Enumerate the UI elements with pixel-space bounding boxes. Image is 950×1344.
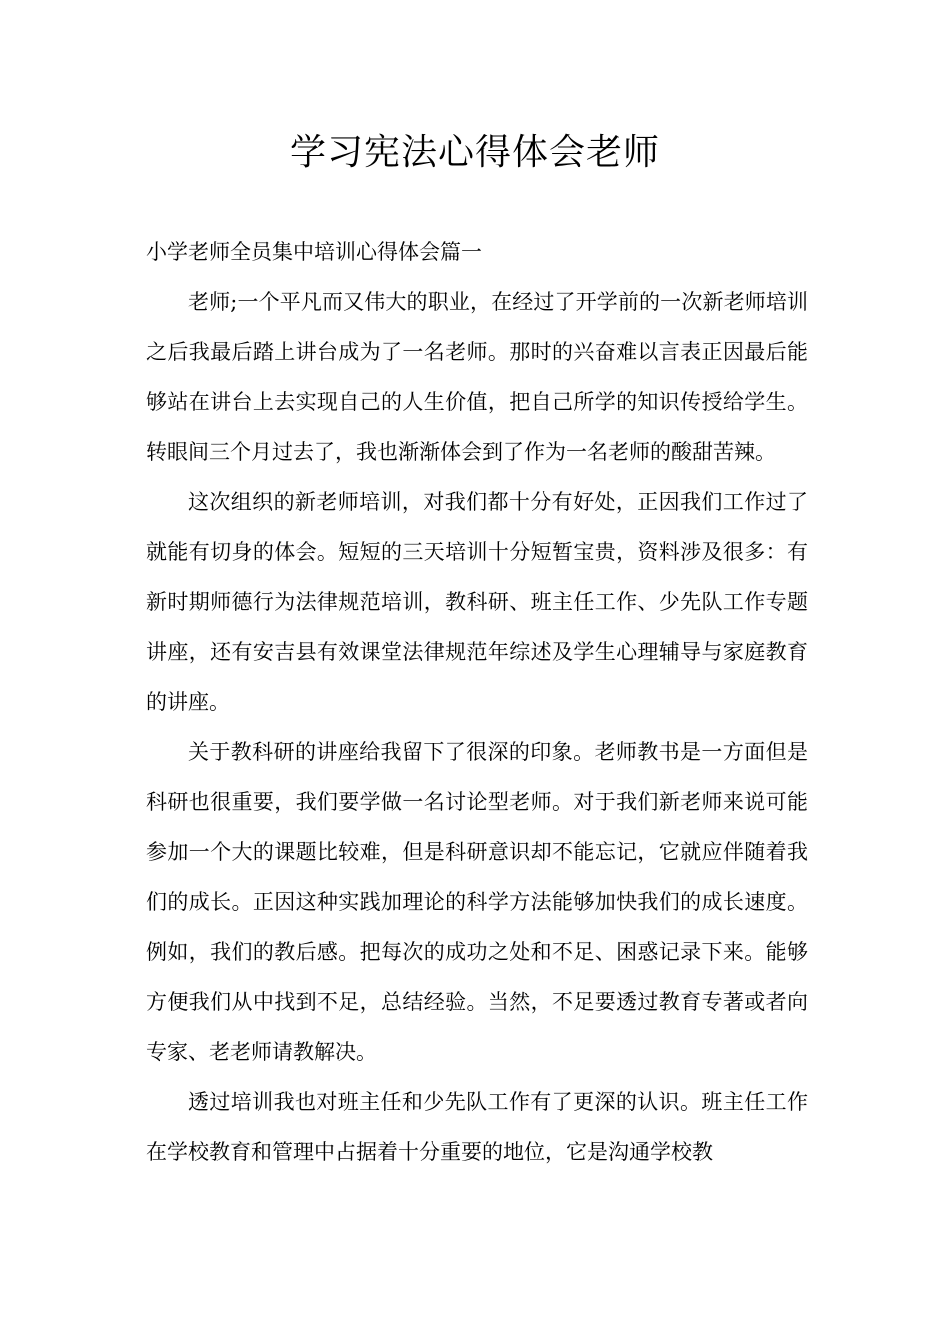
paragraph: 透过培训我也对班主任和少先队工作有了更深的认识。班主任工作在学校教育和管理中占据着十分重要的地位，它是沟通学校教 [146, 1090, 808, 1164]
paragraph: 关于教科研的讲座给我留下了很深的印象。老师教书是一方面但是科研也很重要，我们要学做一名讨论型老师。对于我们新老师来说可能参加一个大的课题比较难，但是科研意识却不能忘记，它就应伴随着我们的成长。正因这种实践加理论的科学方法能够加快我们的成长速度。例如，我们的教后感。把每次的成功之处和不足、困惑记录下来。能够方便我们从中找到不足，总结经验。当然，不足要透过教育专著或者向专家、老老师请教解决。 [146, 740, 808, 1064]
section-heading: 小学老师全员集中培训心得体会篇一 [146, 240, 482, 264]
paragraph: 老师;一个平凡而又伟大的职业，在经过了开学前的一次新老师培训之后我最后踏上讲台成为了一名老师。那时的兴奋难以言表正因最后能够站在讲台上去实现自己的人生价值，把自己所学的知识传授给学生。转眼间三个月过去了，我也渐渐体会到了作为一名老师的酸甜苦辣。 [146, 290, 808, 464]
page-title: 学习宪法心得体会老师 [289, 132, 660, 173]
document-body [146, 227, 808, 1177]
paragraph: 这次组织的新老师培训，对我们都十分有好处，正因我们工作过了就能有切身的体会。短短的三天培训十分短暂宝贵，资料涉及很多：有新时期师德行为法律规范培训，教科研、班主任工作、少先队工作专题讲座，还有安吉县有效课堂法律规范年综述及学生心理辅导与家庭教育的讲座。 [146, 490, 808, 714]
